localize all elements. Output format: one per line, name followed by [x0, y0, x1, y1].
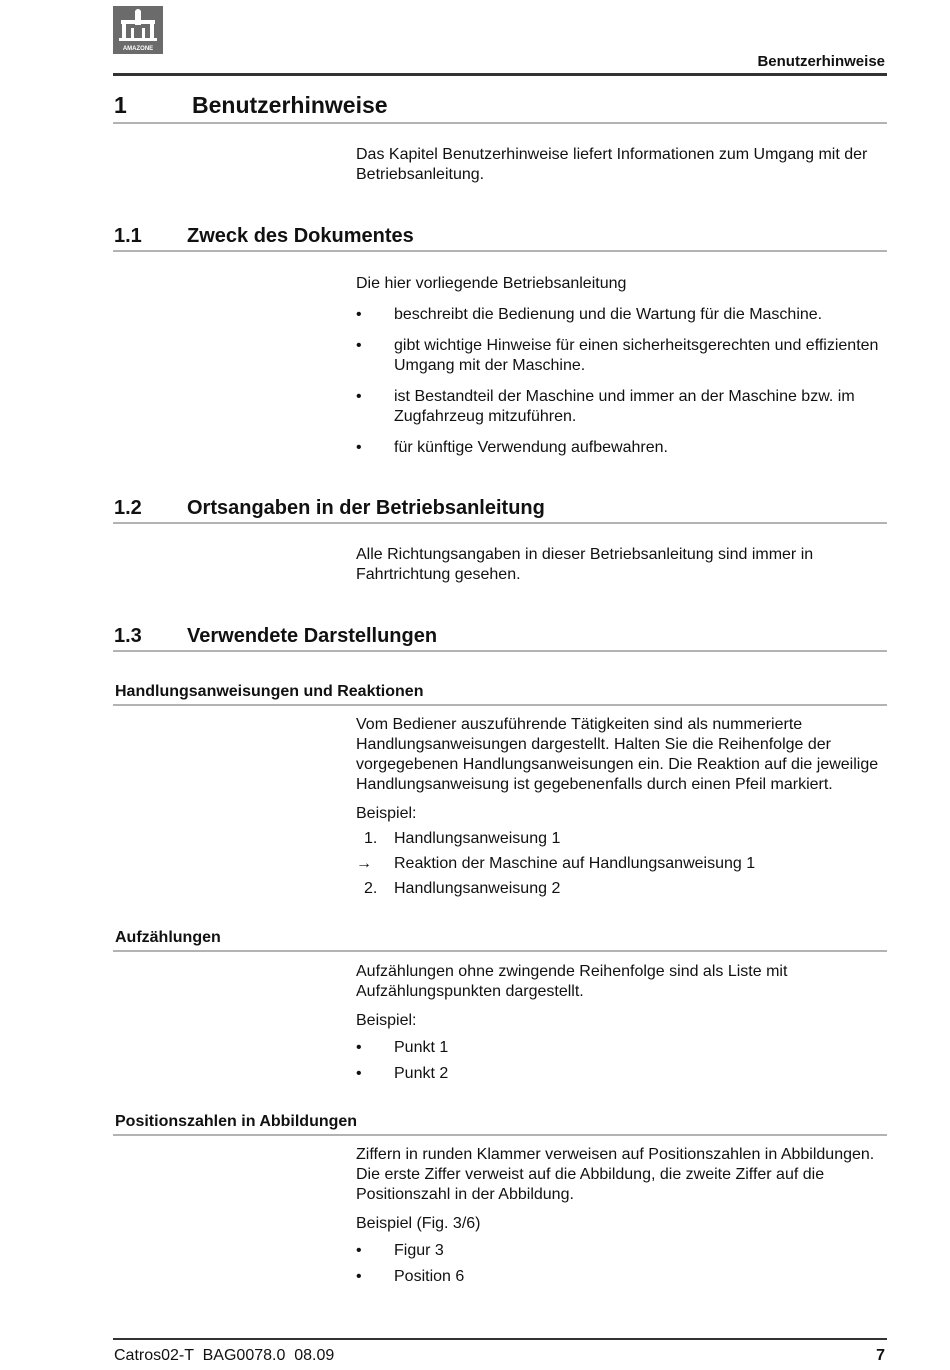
list-item-text: Punkt 2: [394, 1065, 449, 1082]
section-number-1-2: 1.2: [114, 497, 142, 519]
list-item-text: Punkt 1: [394, 1039, 449, 1056]
section-rule-1-1: [113, 250, 887, 252]
footer-doc-id: [114, 1347, 334, 1365]
chapter-intro: [356, 145, 891, 185]
running-title: Benutzerhinweise: [757, 53, 885, 70]
section-rule-1-3: [113, 650, 887, 652]
subsection-1-body: [356, 715, 891, 899]
section-number-1-3: 1.3: [114, 625, 142, 647]
list-item-text: Handlungsanweisung 2: [394, 880, 561, 897]
arrow-marker: →: [356, 855, 372, 872]
list-item: [356, 1267, 891, 1287]
list-item: [356, 305, 891, 325]
section-1-1-lead: Die hier vorliegende Betriebsanleitung: [356, 275, 627, 292]
bullet-marker: •: [356, 1065, 362, 1082]
bullet-marker: •: [356, 439, 362, 456]
subsection-3-body: [356, 1145, 891, 1287]
list-item-text: für künftige Verwendung aufbewahren.: [394, 439, 668, 456]
list-item-text: Reaktion der Maschine auf Handlungsanweisung 1: [394, 855, 756, 872]
section-title-1-3: Verwendete Darstellungen: [187, 625, 438, 647]
section-rule-1-2: [113, 522, 887, 524]
section-number-1-1: 1.1: [114, 225, 142, 247]
step-marker: 2.: [364, 880, 378, 897]
footer-doc-id-text: Catros02-T BAG0078.0 08.09: [114, 1347, 335, 1364]
list-item: [356, 387, 891, 427]
subsection-2-body: [356, 962, 891, 1084]
bullet-marker: •: [356, 337, 362, 354]
list-item: [356, 879, 891, 899]
list-item-text: beschreibt die Bedienung und die Wartung für die Maschine.: [394, 306, 823, 323]
subsection-rule: [113, 704, 887, 706]
subsection-2-text: Aufzählungen ohne zwingende Reihenfolge sind als Liste mit Aufzählungspunkten dargestellt.: [356, 963, 788, 1000]
section-title-1-1: Zweck des Dokumentes: [187, 225, 414, 247]
list-item: [356, 1064, 891, 1084]
subsection-title-aufzaehlungen: Aufzählungen: [115, 929, 221, 946]
list-item-text: Handlungsanweisung 1: [394, 830, 561, 847]
subsection-1-text: Vom Bediener auszuführende Tätigkeiten sind als nummerierte Handlungsanweisungen dargestellt. Halten Sie die Reihenfolge der vorgegebenen Handlungsanweisungen ein. Die Reaktion auf die jeweilige Handlungsanweisung ist gegebenenfalls durch einen Pfeil markiert.: [356, 716, 879, 793]
list-item: [356, 854, 891, 874]
list-item: [356, 438, 891, 458]
subsection-rule: [113, 950, 887, 952]
list-item: [356, 1241, 891, 1261]
list-item-text: ist Bestandteil der Maschine und immer an der Maschine bzw. im Zugfahrzeug mitzuführen.: [394, 388, 855, 425]
footer-rule: [113, 1338, 887, 1340]
subsection-rule: [113, 1134, 887, 1136]
svg-text:AMAZONE: AMAZONE: [122, 46, 154, 52]
section-1-2-body: [356, 545, 891, 585]
bullet-marker: •: [356, 1268, 362, 1285]
list-item-text: Position 6: [394, 1268, 465, 1285]
bullet-marker: •: [356, 306, 362, 323]
section-title-1-2: Ortsangaben in der Betriebsanleitung: [187, 497, 545, 519]
amazone-logo: [113, 6, 163, 54]
bullet-marker: •: [356, 1039, 362, 1056]
example-label: Beispiel:: [356, 805, 417, 822]
bullet-marker: •: [356, 1242, 362, 1259]
bullet-marker: •: [356, 388, 362, 405]
list-item-text: Figur 3: [394, 1242, 444, 1259]
subsection-title-handlungsanweisungen: Handlungsanweisungen und Reaktionen: [115, 683, 424, 700]
list-item: [356, 829, 891, 849]
section-1-1-body: [356, 274, 891, 458]
list-item: [356, 1038, 891, 1058]
section-1-2-text: Alle Richtungsangaben in dieser Betriebsanleitung sind immer in Fahrtrichtung gesehen.: [356, 546, 814, 583]
chapter-rule: [113, 122, 887, 124]
chapter-title: Benutzerhinweise: [192, 92, 388, 118]
subsection-3-text: Ziffern in runden Klammer verweisen auf Positionszahlen in Abbildungen. Die erste Ziffer verweist auf die Abbildung, die zweite Ziffer auf die Positionszahl in der Abbildung.: [356, 1146, 875, 1203]
step-marker: 1.: [364, 830, 378, 847]
header-rule: [113, 73, 887, 76]
list-item-text: gibt wichtige Hinweise für einen sicherheitsgerechten und effizienten Umgang mit der Maschine.: [394, 337, 879, 374]
list-item: [356, 336, 891, 376]
chapter-number: 1: [114, 92, 127, 118]
page-number: 7: [876, 1347, 885, 1364]
chapter-intro-text: Das Kapitel Benutzerhinweise liefert Informationen zum Umgang mit der Betriebsanleitung.: [356, 146, 868, 183]
example-label: Beispiel:: [356, 1012, 417, 1029]
example-label: Beispiel (Fig. 3/6): [356, 1215, 481, 1232]
subsection-title-positionszahlen: Positionszahlen in Abbildungen: [115, 1113, 358, 1130]
